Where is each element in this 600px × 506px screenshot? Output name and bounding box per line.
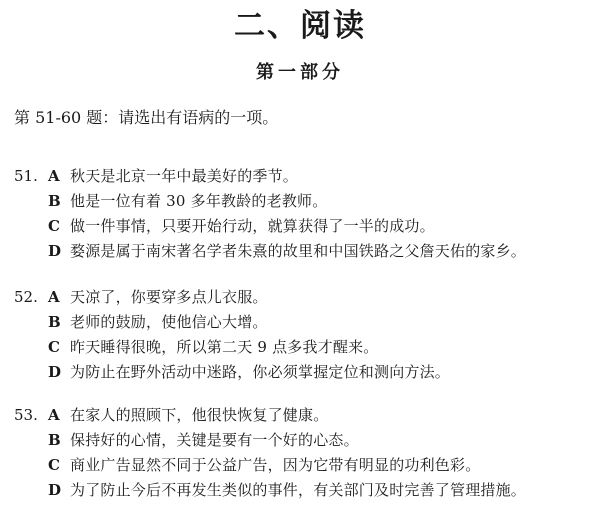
option-53-c bbox=[14, 453, 594, 478]
option-text: 为了防止今后不再发生类似的事件，有关部门及时完善了管理措施。 bbox=[70, 481, 527, 499]
question-number: 53. bbox=[14, 406, 38, 424]
question-53 bbox=[14, 403, 594, 503]
option-letter: A bbox=[48, 167, 60, 185]
option-letter: B bbox=[48, 313, 61, 331]
part-title: 第一部分 bbox=[256, 62, 344, 83]
option-text: 昨天睡得很晚，所以第二天 9 点多我才醒来。 bbox=[70, 338, 379, 356]
option-53-b bbox=[14, 428, 594, 453]
option-51-a bbox=[14, 164, 594, 189]
option-53-d bbox=[14, 478, 594, 503]
option-letter: A bbox=[48, 406, 60, 424]
option-letter: B bbox=[48, 192, 61, 210]
option-52-a bbox=[14, 285, 594, 310]
instruction-text: 第 51-60 题：请选出有语病的一项。 bbox=[14, 108, 279, 127]
option-text: 为防止在野外活动中迷路，你必须掌握定位和测向方法。 bbox=[70, 363, 451, 381]
option-text: 婺源是属于南宋著名学者朱熹的故里和中国铁路之父詹天佑的家乡。 bbox=[70, 242, 527, 260]
option-text: 天凉了，你要穿多点儿衣服。 bbox=[70, 288, 268, 306]
option-51-d bbox=[14, 239, 594, 264]
option-text: 商业广告显然不同于公益广告，因为它带有明显的功利色彩。 bbox=[70, 456, 481, 474]
option-letter: D bbox=[48, 363, 62, 381]
question-number: 52. bbox=[14, 288, 38, 306]
option-letter: C bbox=[48, 338, 60, 356]
option-52-b bbox=[14, 310, 594, 335]
option-text: 秋天是北京一年中最美好的季节。 bbox=[70, 167, 299, 185]
question-52 bbox=[14, 285, 594, 385]
option-text: 在家人的照顾下，他很快恢复了健康。 bbox=[70, 406, 329, 424]
option-letter: A bbox=[48, 288, 60, 306]
option-text: 他是一位有着 30 多年教龄的老教师。 bbox=[70, 192, 328, 210]
option-letter: B bbox=[48, 431, 61, 449]
option-letter: C bbox=[48, 456, 60, 474]
option-52-c bbox=[14, 335, 594, 360]
option-letter: D bbox=[48, 481, 62, 499]
option-letter: D bbox=[48, 242, 62, 260]
option-53-a bbox=[14, 403, 594, 428]
option-letter: C bbox=[48, 217, 60, 235]
option-text: 做一件事情，只要开始行动，就算获得了一半的成功。 bbox=[70, 217, 435, 235]
option-text: 保持好的心情，关键是要有一个好的心态。 bbox=[70, 431, 359, 449]
question-51 bbox=[14, 164, 594, 264]
option-51-b bbox=[14, 189, 594, 214]
option-51-c bbox=[14, 214, 594, 239]
question-number: 51. bbox=[14, 167, 38, 185]
option-text: 老师的鼓励，使他信心大增。 bbox=[70, 313, 268, 331]
section-title: 二、阅读 bbox=[234, 8, 366, 44]
option-52-d bbox=[14, 360, 594, 385]
